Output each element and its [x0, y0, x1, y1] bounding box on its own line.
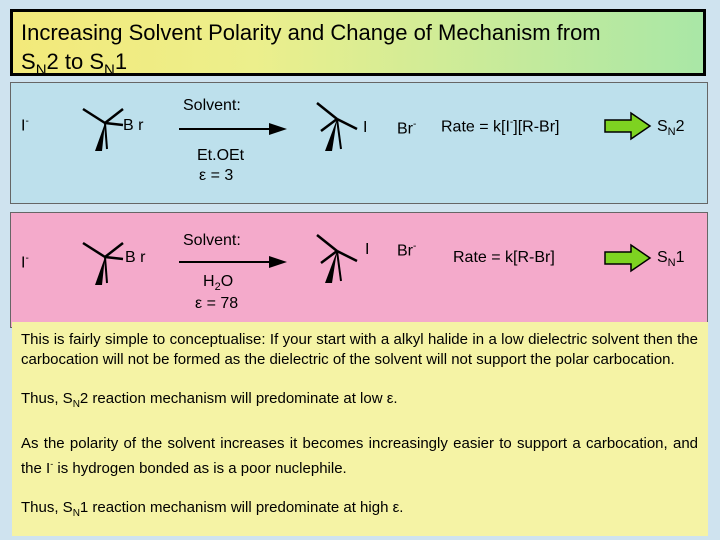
sn2-panel — [10, 82, 708, 204]
green-arrow-icon — [605, 113, 651, 139]
paragraph-2: Thus, $S_N2$ reaction mechanism will predominate at low ε. — [21, 390, 398, 410]
explanation-text — [12, 322, 708, 536]
product-molecule-icon — [307, 231, 370, 291]
product-iodine-label: I — [363, 119, 368, 136]
product-molecule-icon — [307, 99, 367, 159]
reaction-arrow-icon — [179, 123, 289, 135]
solvent-label: Solvent: — [183, 232, 241, 249]
slide-title: Increasing Solvent Polarity and Change of Mechanism from $S_N2$ to $S_N1$ — [10, 9, 706, 76]
green-arrow-icon — [605, 245, 651, 271]
mechanism-sn2: $S_N2$ — [657, 118, 685, 139]
bromide-label: Br- — [397, 241, 417, 260]
rate-law: Rate = k[R-Br] — [453, 249, 555, 266]
paragraph-4: Thus, $S_N1$ reaction mechanism will predominate at high ε. — [21, 499, 404, 519]
solvent-label: Solvent: — [183, 97, 241, 114]
bromide-label: Br- — [397, 119, 417, 138]
sn1-panel — [10, 212, 708, 328]
substrate-molecule-icon — [79, 237, 139, 297]
title-line1: Increasing Solvent Polarity and Change of Mechanism from — [21, 20, 601, 45]
paragraph-3: As the polarity of the solvent increases it becomes increasingly easier to support a carbocation, and the I- is hydrogen bonded as is a poor nuclephile. — [21, 435, 698, 477]
dielectric-constant: ε = 78 — [195, 295, 239, 312]
dielectric-constant: ε = 3 — [199, 167, 234, 184]
mechanism-sn1: $S_N1$ — [657, 249, 685, 270]
nucleophile-iodide: I- — [21, 253, 29, 272]
reaction-arrow-icon — [179, 256, 289, 268]
nucleophile-iodide: I- — [21, 116, 29, 135]
rate-law: Rate = k[I-][R-Br] — [441, 117, 560, 136]
solvent-name: $H_2O$ — [203, 273, 234, 294]
leaving-group-label: B r — [123, 117, 144, 134]
paragraph-1: This is fairly simple to conceptualise: If your start with a alkyl halide in a low dielectric solvent then the carbocation will not be formed as the dielectric of the solvent will not support the polar carbocation. — [21, 331, 698, 368]
solvent-name: Et.OEt — [197, 147, 245, 164]
product-iodine-label: I — [365, 241, 370, 258]
leaving-group-label: B r — [125, 249, 146, 266]
